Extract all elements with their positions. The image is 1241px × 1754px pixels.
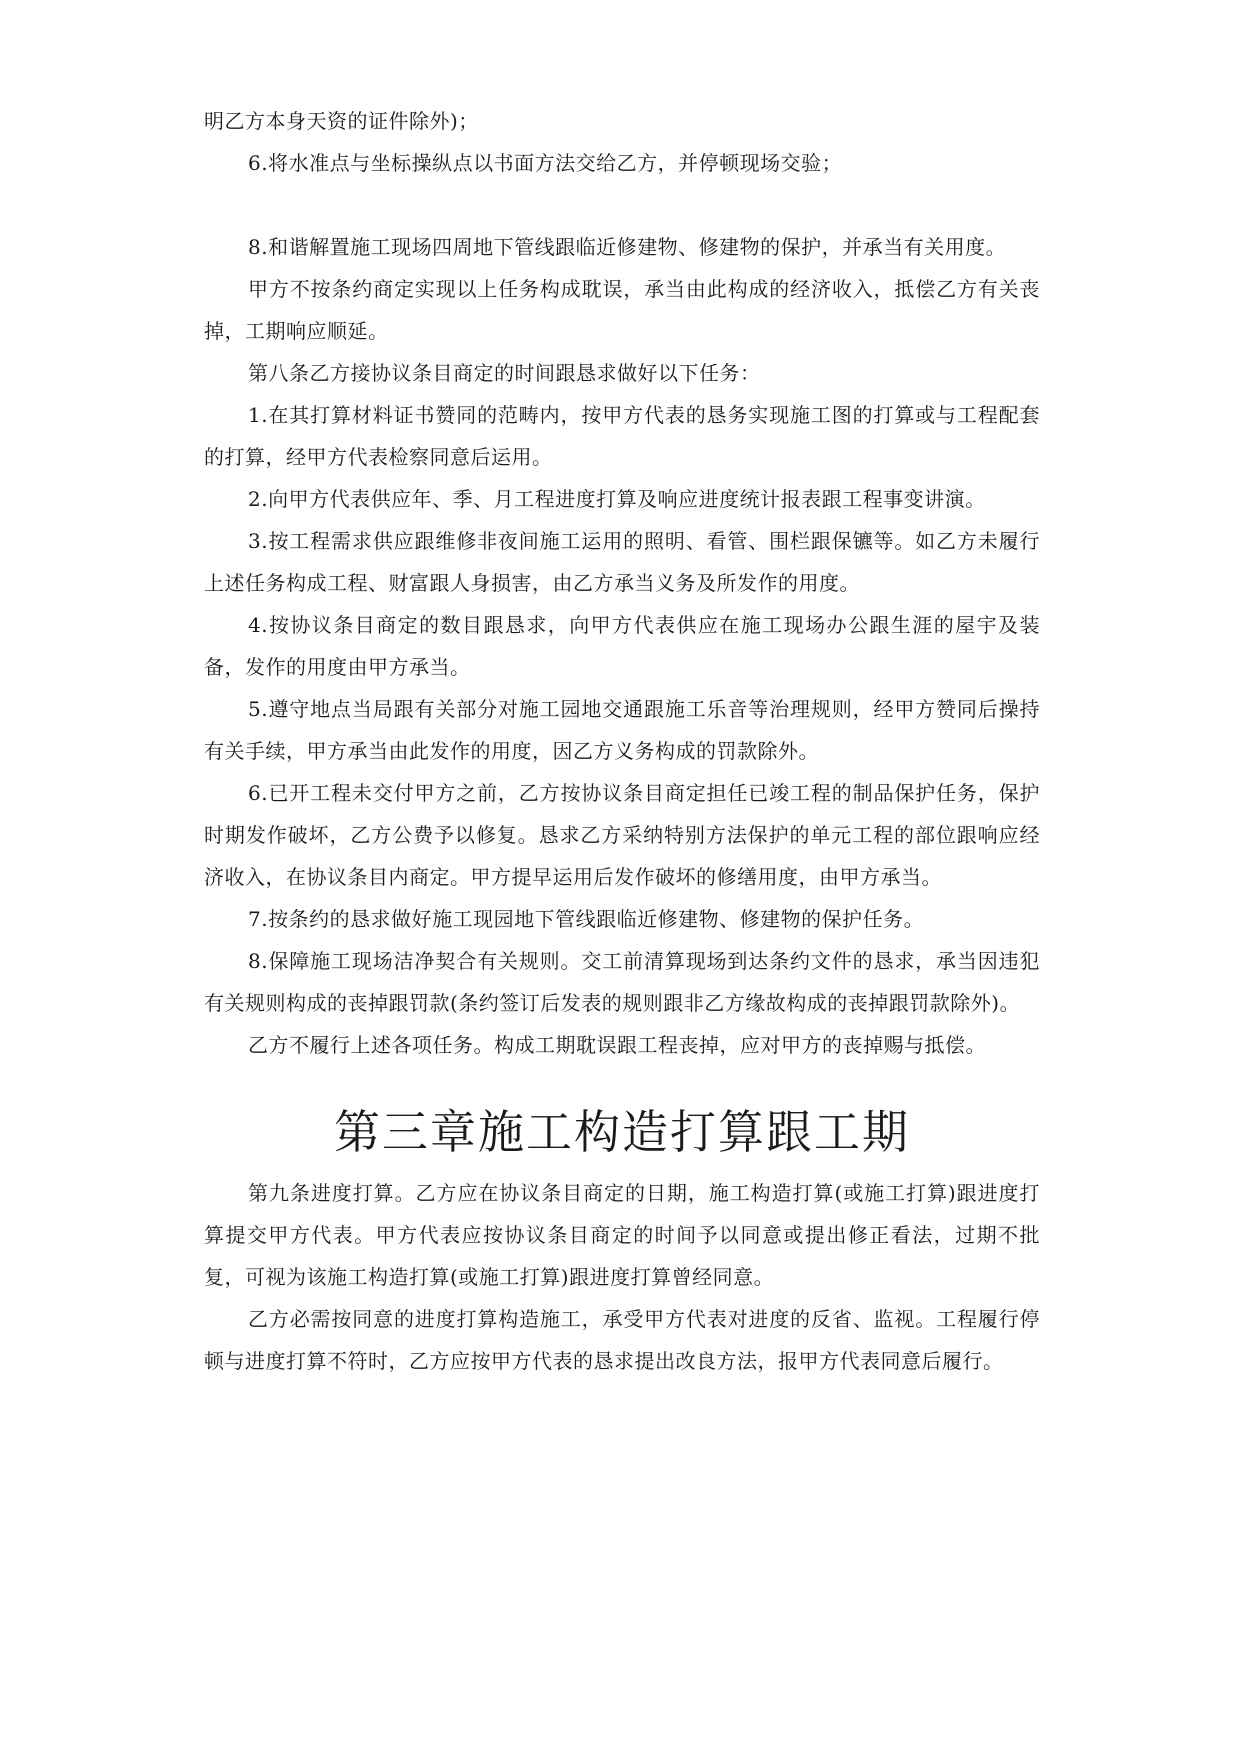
paragraph: 6.已开工程未交付甲方之前，乙方按协议条目商定担任已竣工程的制品保护任务，保护时期发作破坏，乙方公费予以修复。恳求乙方采纳特别方法保护的单元工程的部位跟响应经济收入，在协议条目内商定。甲方提早运用后发作破坏的修缮用度，由甲方承当。 <box>204 781 1040 889</box>
paragraph: 8.保障施工现场洁净契合有关规则。交工前清算现场到达条约文件的恳求，承当因违犯有关规则构成的丧掉跟罚款(条约签订后发表的规则跟非乙方缘故构成的丧掉跟罚款除外)。 <box>204 949 1040 1015</box>
paragraph: 8.和谐解置施工现场四周地下管线跟临近修建物、修建物的保护，并承当有关用度。 <box>248 235 1007 259</box>
document-body <box>204 100 1040 1382</box>
paragraph: 乙方必需按同意的进度打算构造施工，承受甲方代表对进度的反省、监视。工程履行停顿与进度打算不符时，乙方应按甲方代表的恳求提出改良方法，报甲方代表同意后履行。 <box>204 1307 1040 1373</box>
section-gap <box>204 1066 1040 1102</box>
paragraph: 2.向甲方代表供应年、季、月工程进度打算及响应进度统计报表跟工程事变讲演。 <box>248 487 986 511</box>
paragraph: 6.将水准点与坐标操纵点以书面方法交给乙方，并停顿现场交验； <box>248 151 843 175</box>
blank-line <box>204 184 1040 226</box>
paragraph: 4.按协议条目商定的数目跟恳求，向甲方代表供应在施工现场办公跟生涯的屋宇及装备，发作的用度由甲方承当。 <box>204 613 1040 679</box>
paragraph: 3.按工程需求供应跟维修非夜间施工运用的照明、看管、围栏跟保镳等。如乙方未履行上述任务构成工程、财富跟人身损害，由乙方承当义务及所发作的用度。 <box>204 529 1040 595</box>
paragraph: 甲方不按条约商定实现以上任务构成耽误，承当由此构成的经济收入，抵偿乙方有关丧掉，工期响应顺延。 <box>204 277 1040 343</box>
heading-gap <box>204 1162 1040 1172</box>
paragraph: 1.在其打算材料证书赞同的范畴内，按甲方代表的恳务实现施工图的打算或与工程配套的打算，经甲方代表检察同意后运用。 <box>204 403 1040 469</box>
chapter-heading: 第三章施工构造打算跟工期 <box>334 1105 910 1159</box>
article-8-intro: 第八条乙方接协议条目商定的时间跟恳求做好以下任务： <box>248 361 761 385</box>
paragraph: 7.按条约的恳求做好施工现园地下管线跟临近修建物、修建物的保护任务。 <box>248 907 925 931</box>
article-9-paragraph: 第九条进度打算。乙方应在协议条目商定的日期，施工构造打算(或施工打算)跟进度打算提交甲方代表。甲方代表应按协议条目商定的时间予以同意或提出修正看法，过期不批复，可视为该施工构造打算(或施工打算)跟进度打算曾经同意。 <box>204 1181 1040 1289</box>
paragraph: 乙方不履行上述各项任务。构成工期耽误跟工程丧掉，应对甲方的丧掉赐与抵偿。 <box>248 1033 986 1057</box>
paragraph: 明乙方本身天资的证件除外)； <box>204 109 479 133</box>
paragraph: 5.遵守地点当局跟有关部分对施工园地交通跟施工乐音等治理规则，经甲方赞同后操持有关手续，甲方承当由此发作的用度，因乙方义务构成的罚款除外。 <box>204 697 1040 763</box>
